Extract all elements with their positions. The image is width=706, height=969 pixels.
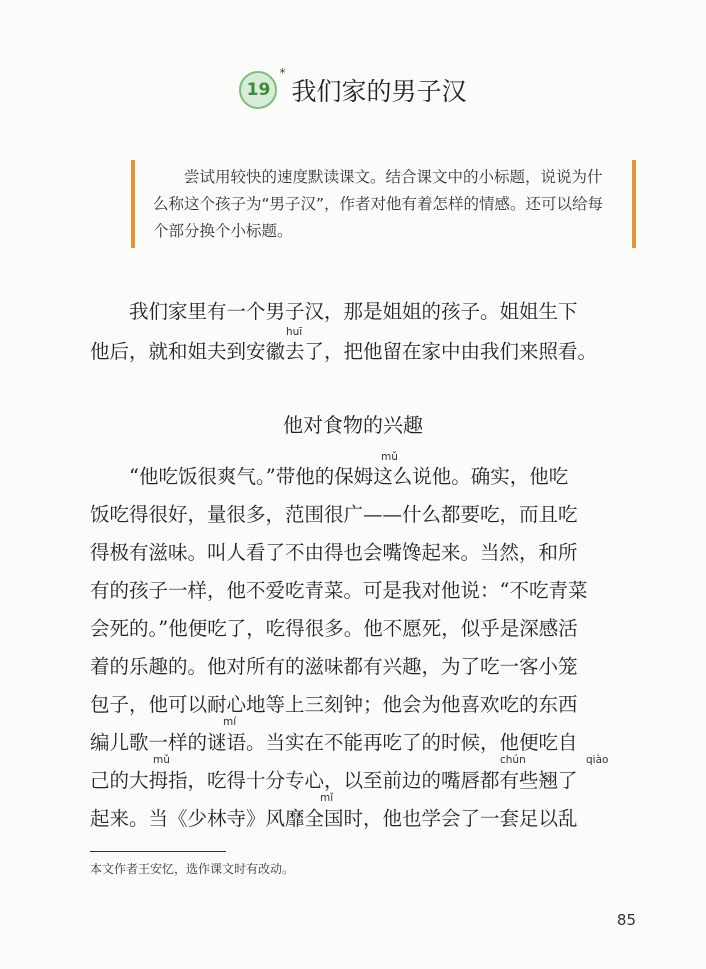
section-line: 会死的。”他便吃了，吃得很多。他不愿死，似乎是深感活 — [90, 617, 578, 640]
section-line: “他吃饭很爽气。”带他的保姆这么说他。确实，他吃 — [129, 465, 569, 488]
section-line: 包子，他可以耐心地等上三刻钟；他会为他喜欢吃的东西 — [90, 693, 578, 716]
section-heading: 他对食物的兴趣 — [283, 413, 423, 437]
reading-prompt-box — [131, 160, 636, 248]
prompt-bracket-left — [131, 160, 135, 248]
prompt-bracket-right — [632, 160, 636, 248]
pinyin-annotation: mǔ — [381, 451, 398, 463]
section-line: 有的孩子一样，他不爱吃青菜。可是我对他说：“不吃青菜 — [90, 579, 588, 602]
section-line: 编儿歌一样的谜语。当实在不能再吃了的时候，他便吃自 — [90, 731, 578, 754]
pinyin-annotation: mǐ — [320, 792, 334, 804]
footnote: 本文作者王安忆，选作课文时有改动。 — [90, 862, 295, 876]
section-line: 饭吃得很好，量很多，范围很广——什么都要吃，而且吃 — [90, 503, 578, 526]
section-line: 起来。当《少林寺》风靡全国时，他也学会了一套足以乱 — [90, 807, 578, 830]
pinyin-annotation: qiào — [586, 754, 609, 766]
pinyin-annotation: chún — [500, 754, 526, 766]
section-line: 得极有滋味。叫人看了不由得也会嘴馋起来。当然，和所 — [90, 541, 578, 564]
self-study-marker: * — [279, 66, 286, 80]
footnote-divider — [90, 851, 226, 852]
section-line: 着的乐趣的。他对所有的滋味都有兴趣，为了吃一客小笼 — [90, 655, 578, 678]
intro-line: 他后，就和姐夫到安徽去了，把他留在家中由我们来照看。 — [90, 340, 598, 363]
lesson-number: 19 — [246, 80, 271, 100]
page-number: 85 — [616, 911, 636, 929]
pinyin-annotation: mǔ — [153, 754, 170, 766]
lesson-title-text: 我们家的男子汉 — [291, 77, 467, 106]
lesson-number-badge — [239, 66, 286, 109]
reading-prompt-text: 尝试用较快的速度默读课文。结合课文中的小标题，说说为什么称这个孩子为“男子汉”，作者对他有着怎样的情感。还可以给每个部分换个小标题。 — [153, 168, 604, 240]
section-line: 己的大拇指，吃得十分专心，以至前边的嘴唇都有些翘了 — [90, 769, 578, 792]
pinyin-annotation: huī — [286, 326, 303, 338]
lesson-title — [0, 62, 706, 118]
intro-line: 我们家里有一个男子汉，那是姐姐的孩子。姐姐生下 — [129, 300, 578, 323]
pinyin-annotation: mí — [223, 716, 237, 728]
